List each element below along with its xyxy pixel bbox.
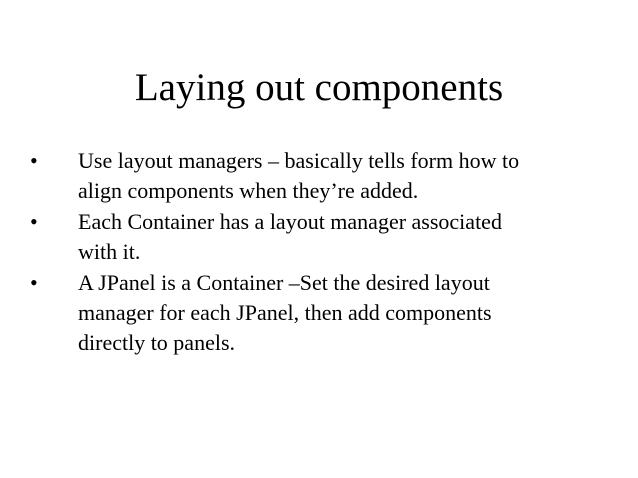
bullet-item-3 (30, 268, 620, 358)
bullet-dot-icon: • (30, 148, 38, 173)
bullet-item-2 (30, 207, 620, 267)
bullet-text-line: manager for each JPanel, then add components (78, 300, 492, 325)
bullet-item-1 (30, 146, 620, 206)
bullet-text-line: Use layout managers – basically tells form how to (78, 148, 520, 173)
bullet-text-line: Each Container has a layout manager associated (78, 209, 502, 234)
bullet-text-line: directly to panels. (78, 330, 236, 355)
bullet-text-line: align components when they’re added. (78, 178, 419, 203)
bullet-text-line: A JPanel is a Container –Set the desired layout (78, 270, 490, 295)
bullet-dot-icon: • (30, 209, 38, 234)
slide-title: Laying out components (134, 66, 504, 109)
bullet-list (30, 146, 620, 359)
bullet-dot-icon: • (30, 270, 38, 295)
bullet-text-line: with it. (78, 239, 141, 264)
